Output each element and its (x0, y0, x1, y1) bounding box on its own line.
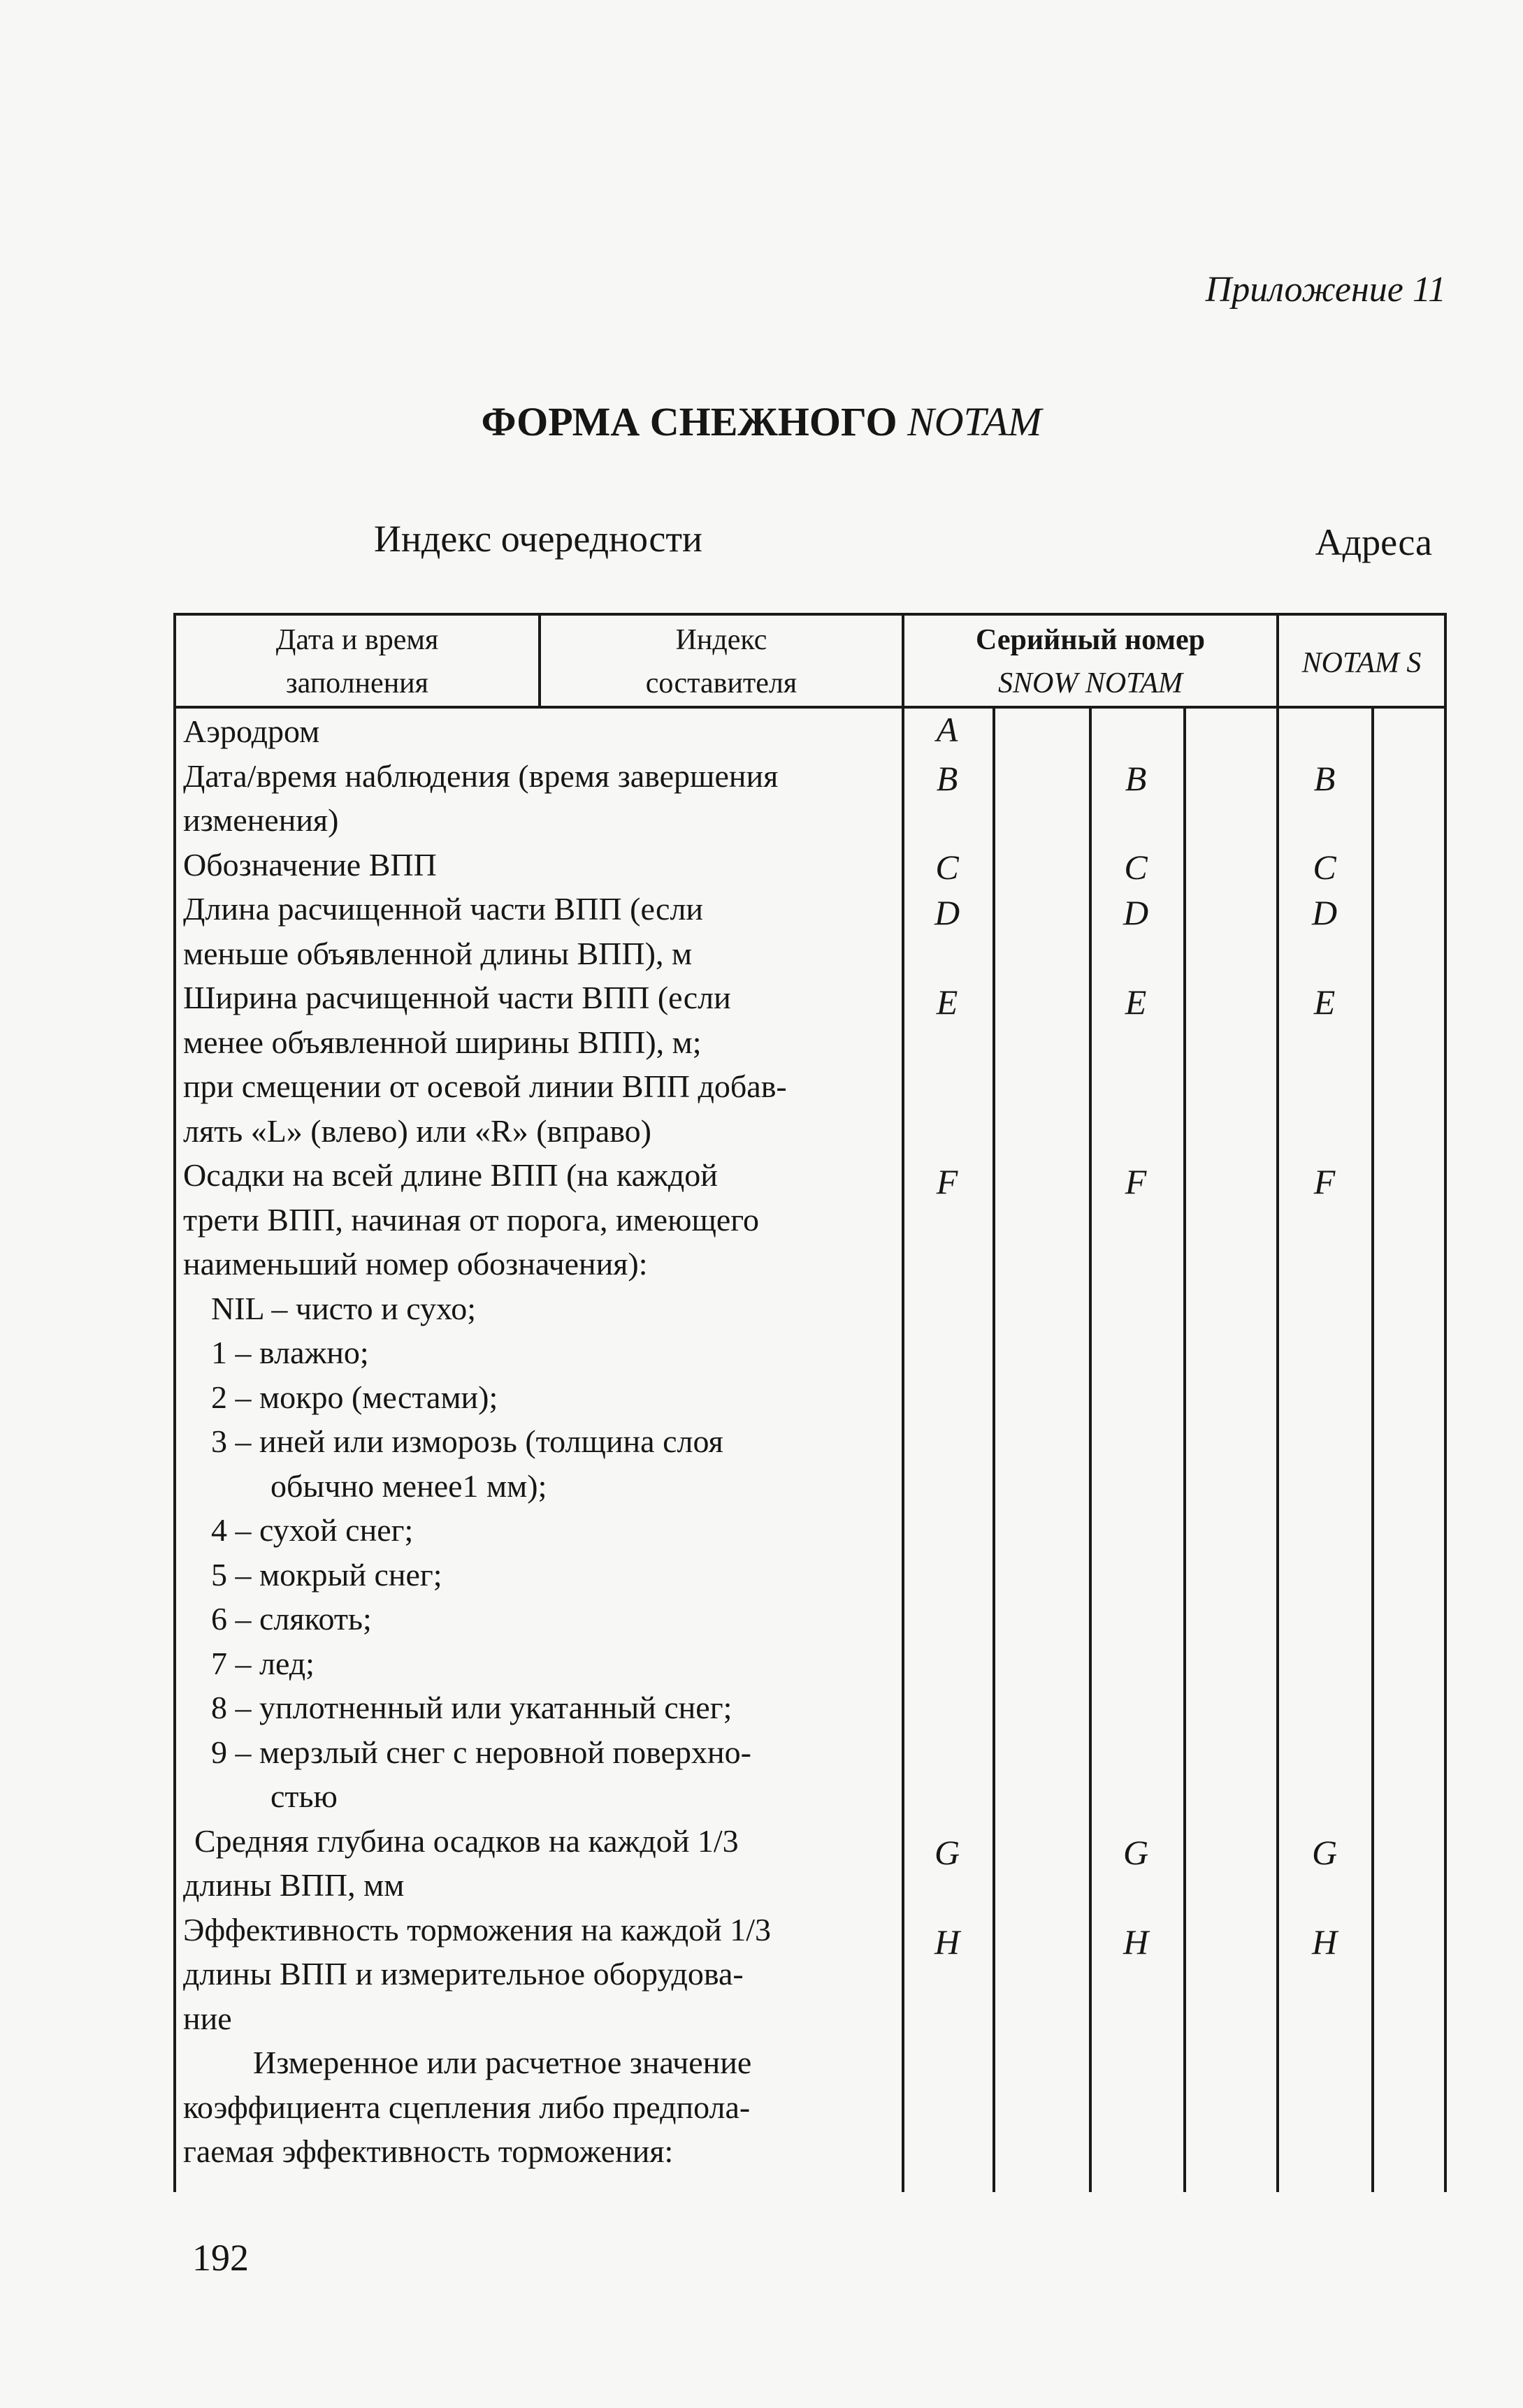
code-c: C (1124, 848, 1148, 887)
table-row: Средняя глубина осадков на каждой 1/3 (194, 1822, 739, 1859)
header-originator-line2: составителя (645, 667, 797, 699)
code-a: A (936, 710, 958, 749)
header-originator (541, 618, 902, 705)
table-row: лять «L» (влево) или «R» (вправо) (183, 1112, 651, 1149)
header-originator-line1: Индекс (675, 624, 767, 656)
header-date-time-line1: Дата и время (275, 624, 439, 656)
header-serial (904, 618, 1276, 705)
code-b: B (936, 759, 958, 798)
table-row: менее объявленной ширины ВПП), м; (183, 1024, 702, 1060)
table-row: Измеренное или расчетное значение (253, 2045, 752, 2080)
header-bottom-border (173, 706, 1447, 709)
table-row: 6 – слякоть; (211, 1601, 372, 1637)
priority-index-label: Индекс очередности (374, 518, 702, 560)
table-row: Ширина расчищенной части ВПП (если (183, 980, 731, 1015)
table-row: Эффективность торможения на каждой 1/3 (183, 1911, 772, 1948)
column-divider-c (1183, 706, 1186, 2192)
code-c: C (935, 848, 959, 887)
column-divider-a (993, 706, 995, 2192)
table-row: стью (270, 1778, 338, 1814)
code-b: B (1125, 759, 1147, 798)
table-row: 2 – мокро (местами); (211, 1379, 498, 1415)
table-row: меньше объявленной длины ВПП), м (183, 935, 693, 971)
code-g: G (1311, 1833, 1338, 1872)
header-serial-line1: Серийный номер (976, 624, 1205, 656)
code-g: G (1123, 1833, 1149, 1872)
table-row: Дата/время наблюдения (время завершения (183, 757, 779, 794)
header-date-time-line2: заполнения (286, 667, 428, 699)
code-f: F (936, 1162, 958, 1201)
table-row: 4 – сухой снег; (211, 1512, 414, 1548)
header-notams: NOTAM S (1301, 647, 1422, 679)
table-row: при смещении от осевой линии ВПП добав- (183, 1068, 787, 1104)
code-f: F (1125, 1162, 1147, 1201)
code-e: E (936, 982, 958, 1022)
table-row: Аэродром (183, 713, 320, 749)
table-row: длины ВПП, мм (183, 1867, 405, 1903)
code-c: C (1313, 848, 1336, 887)
table-row: изменения) (183, 802, 339, 838)
page-title (0, 398, 1523, 445)
code-d: D (1311, 893, 1338, 932)
table-right-border (1444, 613, 1447, 2192)
table-row: 9 – мерзлый снег с неровной поверхно- (211, 1734, 751, 1770)
code-h: H (1311, 1922, 1338, 1961)
appendix-label: Приложение 11 (1205, 270, 1446, 310)
table-row: длины ВПП и измерительное оборудова- (183, 1956, 744, 1992)
table-row: трети ВПП, начиная от порога, имеющего (183, 1201, 760, 1238)
addresses-label: Адреса (1315, 521, 1432, 563)
code-h: H (1123, 1922, 1149, 1961)
title-italic: NOTAM (907, 399, 1042, 444)
table-row: 8 – уплотненный или укатанный снег; (211, 1690, 732, 1725)
header-date-time (176, 618, 538, 705)
table-row: Длина расчищенной части ВПП (если (183, 891, 704, 927)
code-d: D (1123, 893, 1149, 932)
column-divider-d (1371, 706, 1374, 2192)
title-main: ФОРМА СНЕЖНОГО (481, 399, 897, 444)
header-serial-line2: SNOW NOTAM (997, 667, 1183, 699)
code-h: H (934, 1922, 960, 1961)
table-row: гаемая эффективность торможения: (183, 2133, 674, 2169)
page-number: 192 (192, 2237, 249, 2279)
table-row: 5 – мокрый снег; (211, 1556, 442, 1593)
column-divider-main (902, 613, 904, 2192)
table-row: обычно менее1 мм); (270, 1467, 547, 1504)
table-row: ние (183, 2000, 232, 2036)
table-left-border (173, 613, 176, 2192)
table-row: наименьший номер обозначения): (183, 1246, 648, 1282)
table-row: 3 – иней или изморозь (толщина слоя (211, 1423, 723, 1459)
table-row: 7 – лед; (211, 1645, 315, 1681)
table-row: Осадки на всей длине ВПП (на каждой (183, 1157, 718, 1193)
code-d: D (934, 893, 960, 932)
column-divider-b (1089, 706, 1092, 2192)
table-row: коэффициента сцепления либо предпола- (183, 2089, 751, 2125)
code-f: F (1313, 1162, 1336, 1201)
table-row: NIL – чисто и сухо; (211, 1290, 477, 1326)
code-b: B (1313, 759, 1336, 798)
table-row: 1 – влажно; (211, 1335, 369, 1370)
table-row-labels (183, 709, 896, 2174)
code-g: G (934, 1833, 960, 1872)
code-e: E (1125, 982, 1147, 1022)
table-row: Обозначение ВПП (183, 846, 437, 883)
code-e: E (1313, 982, 1336, 1022)
column-divider-notams (1276, 613, 1279, 2192)
table-top-border (173, 613, 1447, 616)
